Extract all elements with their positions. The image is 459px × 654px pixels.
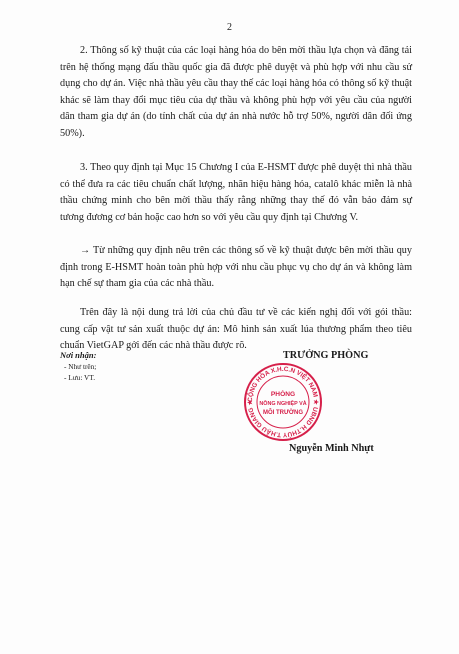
paragraph-item-2: 2. Thông số kỹ thuật của các loại hàng hóa do bên mời thầu lựa chọn và đăng tải trên hệ thống mạng đấu thầu quốc gia đã được phê duyệt và phù hợp với nhu cầu sử dụng cho dự án. Việc nhà thầu yêu cầu thay thế các loại hàng hóa có thông số kỹ thuật khác sẽ làm thay đổi mục tiêu của dự thầu và không phù hợp với yêu cầu của người dân tham gia dự án (do tính chất của dự án nhà nước hỗ trợ 50%, người dân đối ứng 50%).	[60, 45, 412, 139]
seal-ring-text: CỘNG HÒA X.H.C.N VIỆT NAM ★ UBND H.THỦY T.HẬU GIANG ★	[246, 365, 320, 439]
paragraph-conclusion: → Từ những quy định nêu trên các thông số về kỹ thuật được bên mời thầu quy định trong E-HSMT hoàn toàn phù hợp với nhu cầu phục vụ cho dự án và không làm hạn chế sự tham gia của các nhà thầu.	[60, 245, 412, 290]
recipient-item: - Như trên;	[64, 362, 97, 371]
seal-center-line: NÔNG NGHIỆP VÀ	[259, 401, 307, 407]
seal-center-line: MÔI TRƯỜNG	[262, 410, 304, 416]
paragraph-closing: Trên đây là nội dung trả lời của chủ đầu tư về các kiến nghị đối với gói thầu: cung cấp vật tư sản xuất thuộc dự án: Mô hình sản xuất lúa thương phẩm theo tiêu chuẩn VietGAP gởi đến các nhà thầu được rõ.	[60, 307, 412, 352]
page-number: 2	[227, 22, 232, 33]
recipient-item: - Lưu: VT.	[64, 373, 96, 382]
seal-center-line: PHÒNG	[270, 391, 296, 398]
official-seal	[243, 362, 323, 442]
recipients-title: Nơi nhận:	[60, 350, 97, 360]
signer-name: Nguyễn Minh Nhựt	[289, 443, 374, 454]
signer-title: TRƯỞNG PHÒNG	[283, 350, 369, 361]
paragraph-item-3: 3. Theo quy định tại Mục 15 Chương I của E-HSMT được phê duyệt thì nhà thầu có thể đưa ra các tiêu chuẩn chất lượng, nhãn hiệu hàng hóa, catalô khác miễn là nhà thầu chứng minh cho bên mời thầu thấy rằng những thay thế đó vẫn bảo đảm sự tương đương cơ bản hoặc cao hơn so với yêu cầu quy định tại Chương V.	[60, 162, 412, 223]
